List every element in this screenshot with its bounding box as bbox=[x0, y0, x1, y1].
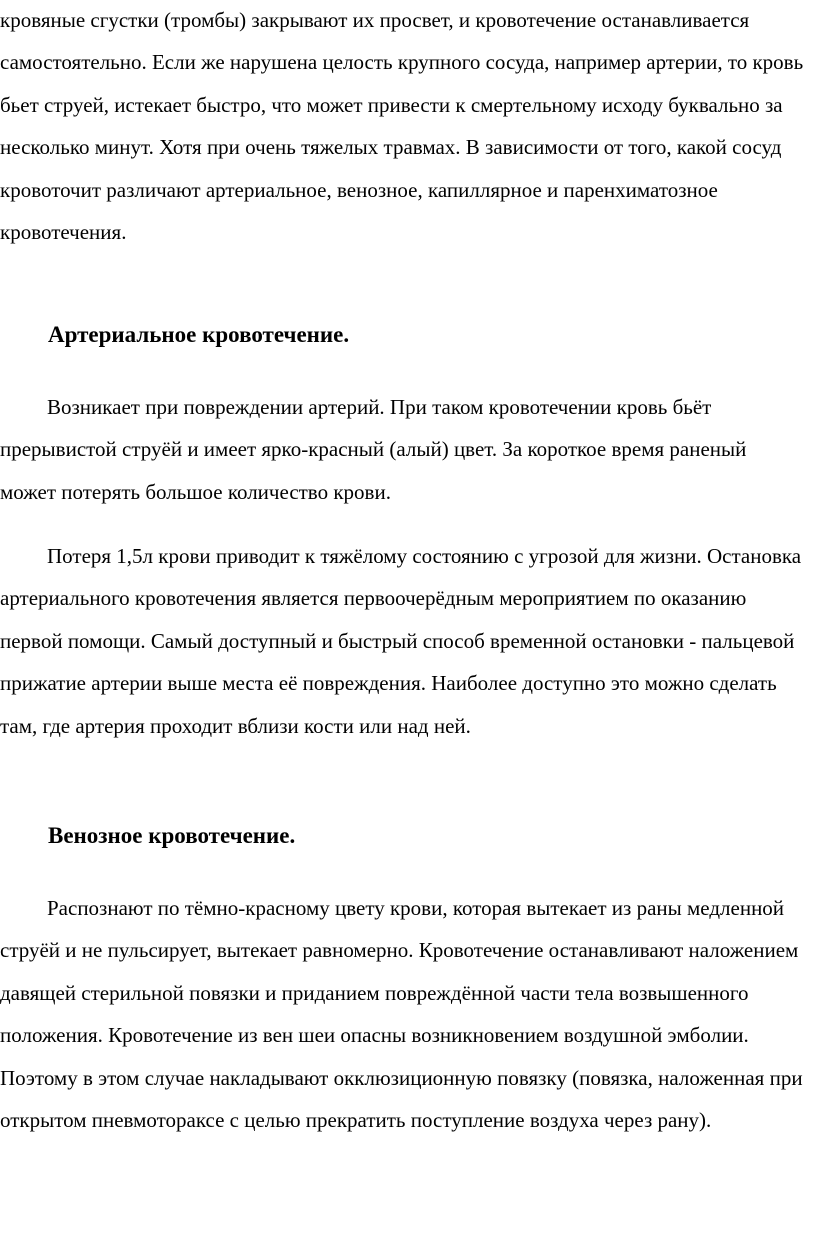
heading-arterial-bleeding bbox=[0, 314, 349, 356]
heading-arterial-bleeding-text: Артериальное кровотечение bbox=[48, 322, 344, 347]
paragraph-arterial-description: Возникает при повреждении артерий. При таком кровотечении кровь бьёт прерывистой струёй и имеет ярко-красный (алый) цвет. За короткое время раненый может потерять большое количество крови. bbox=[0, 395, 747, 504]
heading-venous-bleeding: Венозное кровотечение. bbox=[48, 823, 296, 848]
paragraph-intro: кровяные сгустки (тромбы) закрывают их просвет, и кровотечение останавливается самостоятельно. Если же нарушена целость крупного сосуда, например артерии, то кровь бьет струей, истекает быстро, что может привести к смертельному исходу буквально за несколько минут. Хотя при очень тяжелых травмах. В зависимости от того, какой сосуд кровоточит различают артериальное, венозное, капиллярное и паренхиматозное кровотечения. bbox=[0, 8, 804, 245]
paragraph-venous-description: Распознают по тёмно-красному цвету крови, которая вытекает из раны медленной струёй и не пульсирует, вытекает равномерно. Кровотечение останавливают наложением давящей стерильной повязки и приданием повреждённой части тела возвышенного положения. Кровотечение из вен шеи опасны возникновением воздушной эмболии. Поэтому в этом случае накладывают окклюзиционную повязку (повязка, наложенная при открытом пневмотораксе с целью прекратить поступление воздуха через рану). bbox=[0, 896, 803, 1133]
heading-arterial-bleeding-period: . bbox=[343, 322, 350, 347]
paragraph-arterial-first-aid: Потеря 1,5л крови приводит к тяжёлому состоянию с угрозой для жизни. Остановка артериального кровотечения является первоочерёдным мероприятием по оказанию первой помощи. Самый доступный и быстрый способ временной остановки - пальцевой прижатие артерии выше места её повреждения. Наиболее доступно это можно сделать там, где артерия проходит вблизи кости или над ней. bbox=[0, 544, 802, 738]
